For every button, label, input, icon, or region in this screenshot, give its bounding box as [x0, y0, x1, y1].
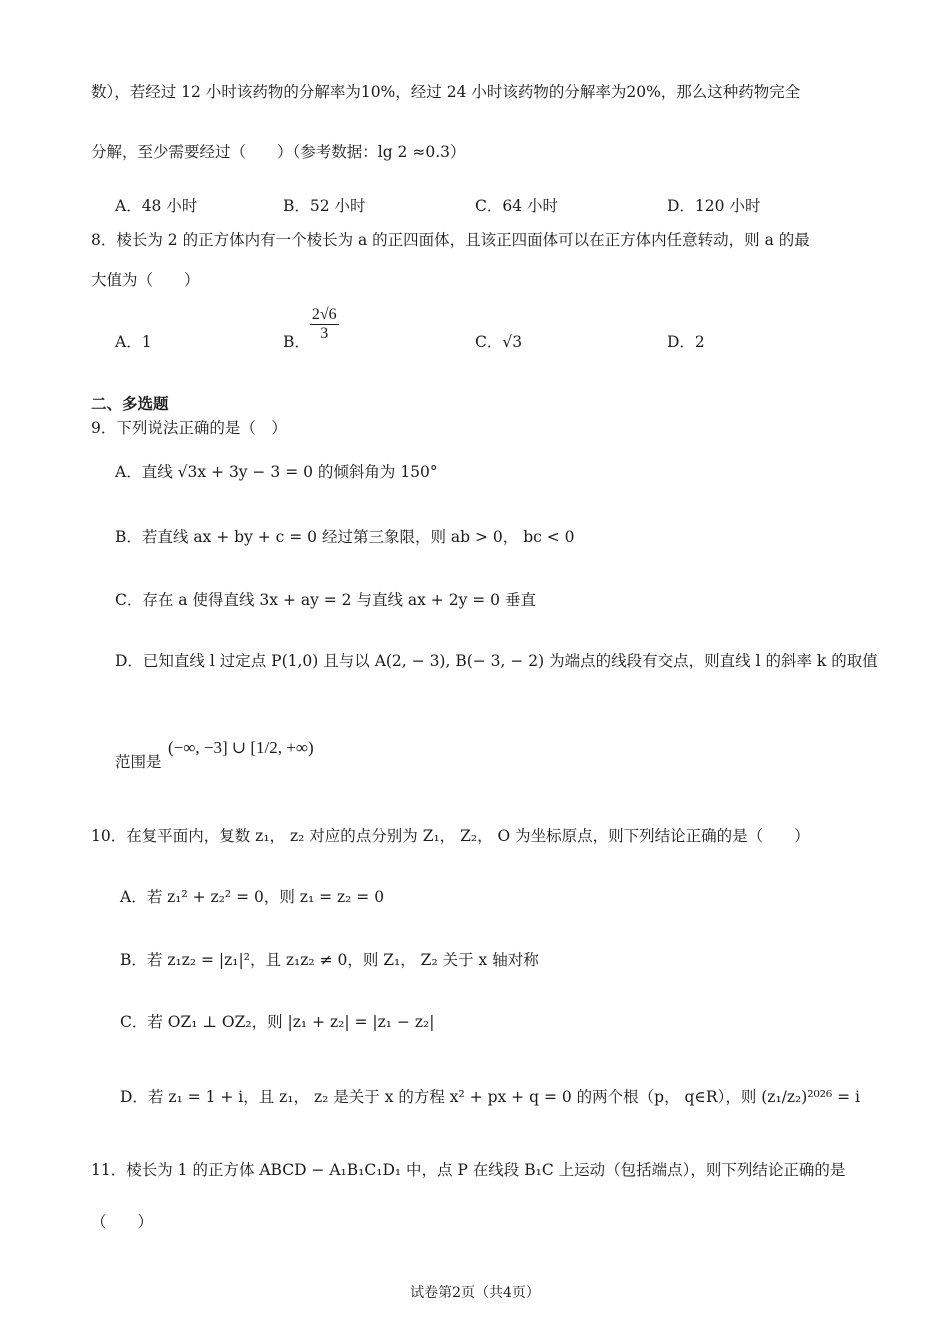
q8-option-b-fraction	[310, 306, 339, 343]
q9-option-c: C．存在 a 使得直线 3x + ay = 2 与直线 ax + 2y = 0 垂直	[115, 591, 536, 609]
q7-option-b: B．52 小时	[283, 197, 366, 215]
q7-line2: 分解，至少需要经过（ ）（参考数据：lg 2 ≈0.3）	[91, 143, 466, 161]
q8-option-a: A．1	[115, 333, 152, 351]
q9-option-b: B．若直线 ax + by + c = 0 经过第三象限，则 ab > 0， bc < 0	[115, 528, 575, 546]
q9-option-a: A．直线 √3x + 3y − 3 = 0 的倾斜角为 150°	[115, 463, 438, 481]
fraction-denominator: 3	[320, 325, 329, 342]
q10-stem: 10．在复平面内，复数 z₁， z₂ 对应的点分别为 Z₁， Z₂， O 为坐标原点，则下列结论正确的是（ ）	[91, 827, 810, 845]
q10-option-a: A．若 z₁² + z₂² = 0，则 z₁ = z₂ = 0	[120, 888, 385, 906]
q8-line2: 大值为（ ）	[91, 271, 200, 289]
page-footer: 试卷第2页（共4页）	[410, 1285, 540, 1301]
q7-option-a: A．48 小时	[115, 197, 198, 215]
q7-line1: 数），若经过 12 小时该药物的分解率为10%，经过 24 小时该药物的分解率为20%，那么这种药物完全	[91, 83, 801, 101]
q10-option-c: C．若 OZ₁ ⊥ OZ₂，则 |z₁ + z₂| = |z₁ − z₂|	[120, 1013, 435, 1031]
q10-option-b: B．若 z₁z₂ = |z₁|²，且 z₁z₂ ≠ 0，则 Z₁， Z₂ 关于 x 轴对称	[120, 951, 539, 969]
q8-line1: 8．棱长为 2 的正方体内有一个棱长为 a 的正四面体，且该正四面体可以在正方体内任意转动，则 a 的最	[91, 231, 810, 249]
q9-option-d-line1: D．已知直线 l 过定点 P(1,0) 且与以 A(2, − 3), B(− 3, − 2) 为端点的线段有交点，则直线 l 的斜率 k 的取值	[115, 652, 878, 670]
q9-stem: 9．下列说法正确的是（ ）	[91, 419, 287, 437]
q9-option-d-range: (−∞, −3] ∪ [1/2, +∞)	[168, 738, 314, 757]
q11-line1: 11．棱长为 1 的正方体 ABCD − A₁B₁C₁D₁ 中，点 P 在线段 B₁C 上运动（包括端点），则下列结论正确的是	[91, 1161, 846, 1179]
q10-option-d: D．若 z₁ = 1 + i，且 z₁， z₂ 是关于 x 的方程 x² + px + q = 0 的两个根（p， q∈R），则 (z₁/z₂)²⁰²⁶ = i	[120, 1088, 860, 1106]
q8-option-b	[283, 306, 339, 352]
q8-option-b-label: B．	[283, 333, 310, 351]
q9-option-d-prefix: 范围是	[115, 753, 162, 771]
q7-option-d: D．120 小时	[667, 197, 761, 215]
section-title: 二、多选题	[91, 394, 169, 413]
fraction-numerator: 2√6	[311, 306, 337, 323]
q7-option-c: C．64 小时	[475, 197, 559, 215]
q8-option-d: D．2	[667, 333, 705, 351]
q8-option-c: C．√3	[475, 333, 523, 351]
q11-line2: （ ）	[91, 1213, 154, 1231]
